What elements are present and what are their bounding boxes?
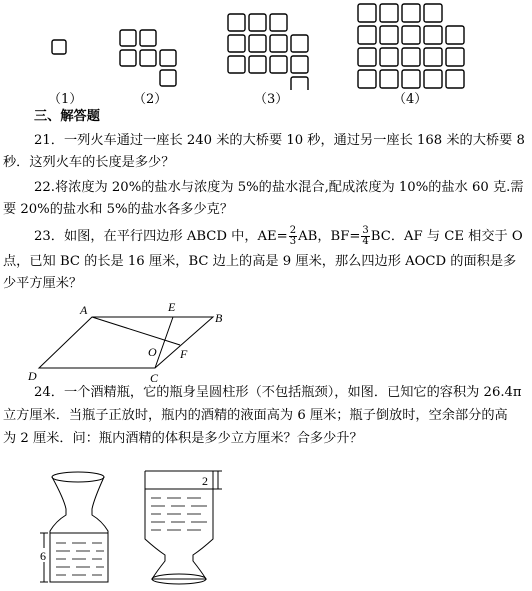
square <box>160 70 176 86</box>
square <box>380 26 398 44</box>
figure-label-4: （4） <box>393 92 428 107</box>
fraction-two-thirds: $\frac{2}{3}$ <box>289 225 297 247</box>
question-24-line-1: 24．一个酒精瓶，它的瓶身呈圆柱形（不包括瓶颈），如图．已知它的容积为 26.4π <box>34 385 522 400</box>
q23-text-a: 23．如图，在平行四边形 ABCD 中，AE= <box>34 229 288 244</box>
point-label-a: A <box>80 303 88 317</box>
square <box>424 70 442 88</box>
square <box>380 48 398 66</box>
point-label-d: D <box>28 369 37 383</box>
question-24-line-2: 立方厘米．当瓶子正放时，瓶内的酒精的液面高为 6 厘米；瓶子倒放时，空余部分的高 <box>3 408 508 423</box>
square <box>446 26 464 44</box>
square <box>140 50 156 66</box>
point-label-b: B <box>215 311 223 325</box>
question-22-line-1: 22.将浓度为 20%的盐水与浓度为 5%的盐水混合,配成浓度为 10%的盐水 60 克.需 <box>34 180 524 195</box>
square <box>270 35 287 52</box>
square <box>228 14 245 31</box>
square <box>291 77 308 90</box>
square <box>140 30 156 46</box>
square <box>160 50 176 66</box>
square <box>228 35 245 52</box>
parallelogram-figure <box>0 295 532 385</box>
upright-height-label: 6 <box>40 549 46 563</box>
fraction-three-quarters: $\frac{3}{4}$ <box>362 225 369 247</box>
q23-text-c: BC．AF 与 CE 相交于 O <box>370 229 523 244</box>
question-22-line-2: 要 20%的盐水和 5%的盐水各多少克？ <box>3 202 234 217</box>
question-23-line-1 <box>34 226 523 248</box>
question-23-line-3: 少平方厘米？ <box>3 276 83 291</box>
square <box>402 4 420 22</box>
segment-af <box>92 317 180 345</box>
square-pattern-figures <box>0 0 532 90</box>
square <box>358 26 376 44</box>
square <box>270 56 287 73</box>
square <box>380 4 398 22</box>
point-label-e: E <box>168 300 176 314</box>
square <box>402 70 420 88</box>
bottle-figures <box>0 451 532 591</box>
question-23-line-2: 点，已知 BC 的长是 16 厘米，BC 边上的高是 9 厘米，那么四边形 AOCD 的面积是多 <box>3 254 517 269</box>
square <box>402 48 420 66</box>
square <box>358 70 376 88</box>
question-21-line-1: 21．一列火车通过一座长 240 米的大桥要 10 秒，通过另一座长 168 米的大桥要 8 <box>34 133 525 148</box>
square <box>358 48 376 66</box>
point-label-c: C <box>150 371 159 385</box>
inverted-empty-height-label: 2 <box>202 474 208 488</box>
square <box>270 14 287 31</box>
question-21-line-2: 秒．这列火车的长度是多少？ <box>3 155 175 170</box>
square <box>291 35 308 52</box>
square <box>446 70 464 88</box>
square-figure-2 <box>120 30 176 86</box>
figure-label-3: （3） <box>254 92 289 107</box>
square-figure-4 <box>358 4 464 90</box>
square <box>249 35 266 52</box>
square <box>120 30 136 46</box>
square <box>424 26 442 44</box>
upright-bottle <box>40 472 108 582</box>
square <box>120 50 136 66</box>
figure-label-1: （1） <box>48 92 83 107</box>
square <box>228 56 245 73</box>
square <box>402 26 420 44</box>
point-label-f: F <box>180 347 188 361</box>
square <box>424 4 442 22</box>
square <box>380 70 398 88</box>
square <box>52 40 66 54</box>
square <box>249 14 266 31</box>
figure-label-2: （2） <box>133 92 168 107</box>
inverted-bottle <box>145 471 222 584</box>
point-label-o: O <box>148 345 157 359</box>
section-title: 三、解答题 <box>34 109 100 124</box>
q23-text-b: AB，BF= <box>298 229 361 244</box>
square-figure-1 <box>52 40 66 54</box>
square <box>249 56 266 73</box>
square <box>358 4 376 22</box>
square <box>424 48 442 66</box>
square <box>291 56 308 73</box>
question-24-line-3: 为 2 厘米．问：瓶内酒精的体积是多少立方厘米？合多少升？ <box>3 431 363 446</box>
square-figure-3 <box>228 14 308 90</box>
square <box>446 48 464 66</box>
